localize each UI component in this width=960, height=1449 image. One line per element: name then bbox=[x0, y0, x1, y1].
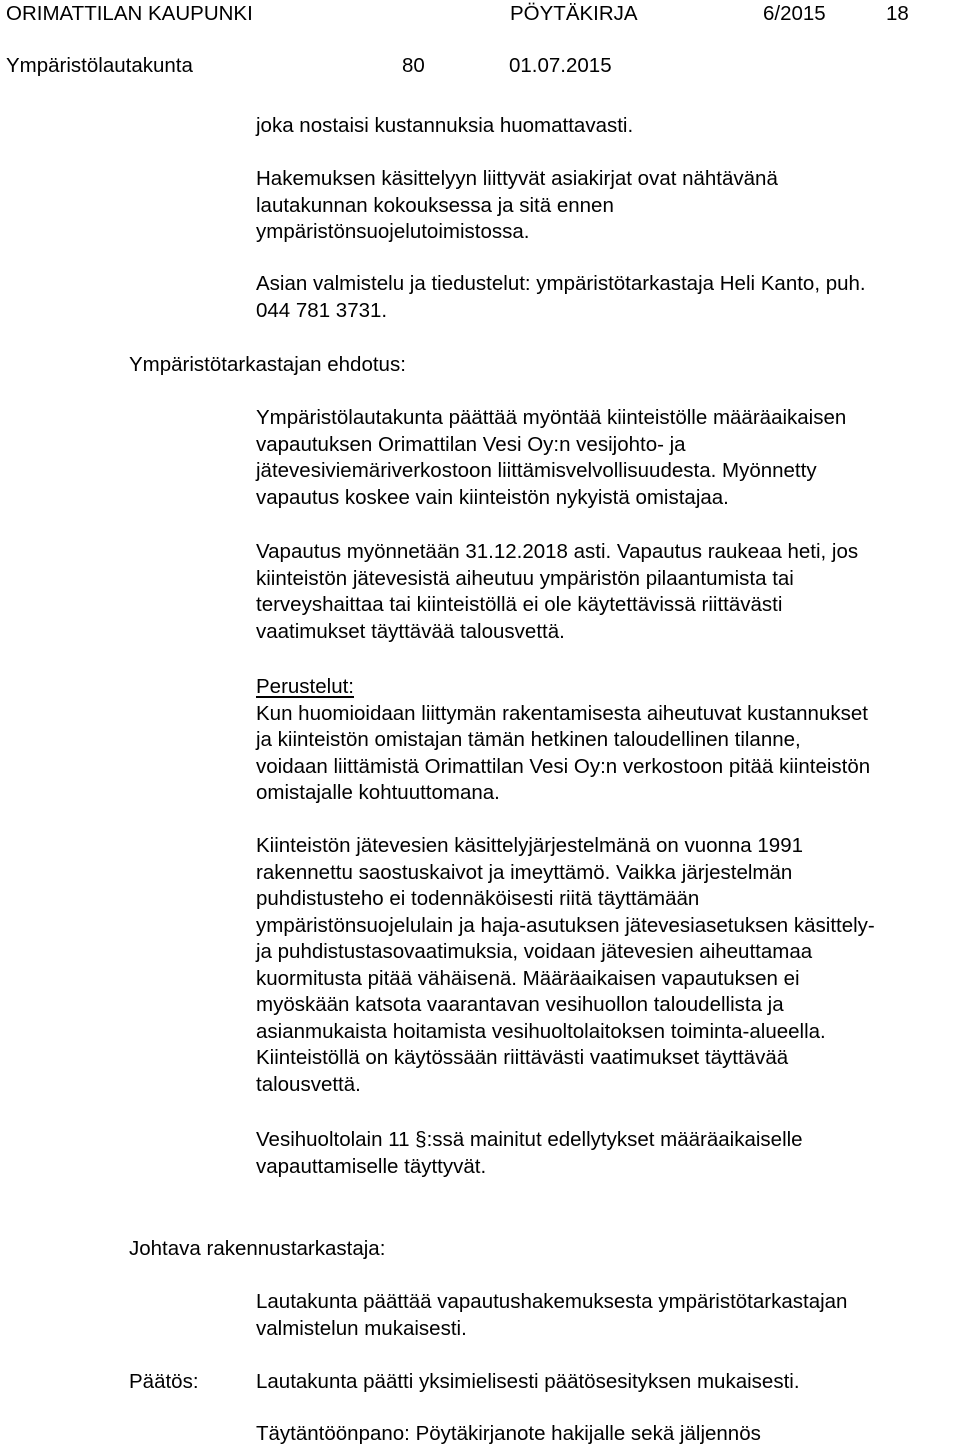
intro-paragraph-3 bbox=[256, 271, 866, 324]
paragraph-line: Lautakunta päättää vapautushakemuksesta ympäristötarkastajan bbox=[256, 1290, 848, 1313]
paragraph-line: ja kiinteistön omistajan tämän hetkinen taloudellinen tilanne, bbox=[256, 728, 801, 751]
paragraph-line: Lautakunta päätti yksimielisesti päätösesityksen mukaisesti. bbox=[256, 1370, 800, 1393]
header-section-number: 80 bbox=[402, 54, 425, 77]
paragraph-line: Asian valmistelu ja tiedustelut: ympäristötarkastaja Heli Kanto, puh. bbox=[256, 272, 866, 295]
paragraph-line: valmistelun mukaisesti. bbox=[256, 1316, 467, 1340]
proposal-paragraph-4 bbox=[256, 833, 875, 1098]
paragraph-line: vapautuksen Orimattilan Vesi Oy:n vesijohto- ja bbox=[256, 432, 686, 456]
paragraph-line: joka nostaisi kustannuksia huomattavasti. bbox=[256, 114, 634, 137]
paragraph-line: Kiinteistöllä on käytössään riittävästi vaatimukset täyttävää bbox=[256, 1046, 789, 1069]
paragraph-line: Kiinteistön jätevesien käsittelyjärjestelmänä on vuonna 1991 bbox=[256, 834, 804, 857]
director-label: Johtava rakennustarkastaja: bbox=[129, 1237, 386, 1260]
paragraph-line: lautakunnan kokouksessa ja sitä ennen bbox=[256, 193, 614, 217]
proposal-paragraph-5 bbox=[256, 1127, 803, 1180]
decision-label: Päätös: bbox=[129, 1370, 199, 1393]
paragraph-line: kuormitusta pitää vähäisenä. Määräaikaisen vapautuksen ei bbox=[256, 966, 800, 990]
paragraph-line: ympäristönsuojelulain ja haja-asutuksen jätevesiasetuksen käsittely- bbox=[256, 913, 875, 937]
header-doc-number: 6/2015 bbox=[763, 2, 826, 25]
paragraph-line: Vapautus myönnetään 31.12.2018 asti. Vapautus raukeaa heti, jos bbox=[256, 540, 859, 563]
paragraph-line: ympäristönsuojelutoimistossa. bbox=[256, 220, 530, 243]
paragraph-line: kiinteistön jätevesistä aiheutuu ympäristön pilaantumista tai bbox=[256, 566, 794, 590]
header-page-number: 18 bbox=[886, 2, 909, 25]
header-doc-type: PÖYTÄKIRJA bbox=[510, 2, 638, 25]
paragraph-line: Vesihuoltolain 11 §:ssä mainitut edellytykset määräaikaiselle bbox=[256, 1128, 803, 1151]
paragraph-line: Hakemuksen käsittelyyn liittyvät asiakirjat ovat nähtävänä bbox=[256, 167, 778, 190]
reasons-heading: Perustelut: bbox=[256, 675, 354, 698]
execution-paragraph bbox=[256, 1421, 761, 1448]
paragraph-line: vaatimukset täyttävää talousvettä. bbox=[256, 619, 565, 643]
proposal-paragraph-1 bbox=[256, 405, 846, 511]
intro-paragraph-2 bbox=[256, 166, 778, 246]
director-paragraph bbox=[256, 1289, 847, 1342]
paragraph-line: jätevesiviemäriverkostoon liittämisvelvollisuudesta. Myönnetty bbox=[256, 459, 817, 482]
paragraph-line: vapauttamiselle täyttyvät. bbox=[256, 1154, 487, 1178]
paragraph-line: rakennettu saostuskaivot ja imeyttämö. Vaikka järjestelmän bbox=[256, 860, 793, 884]
header-committee: Ympäristölautakunta bbox=[6, 54, 193, 77]
paragraph-line: Kun huomioidaan liittymän rakentamisesta aiheutuvat kustannukset bbox=[256, 701, 868, 725]
paragraph-line: ja puhdistustasovaatimuksia, voidaan jätevesien aiheuttamaa bbox=[256, 940, 813, 963]
paragraph-line: voidaan liittämistä Orimattilan Vesi Oy:n verkostoon pitää kiinteistön bbox=[256, 754, 871, 778]
paragraph-line: terveyshaittaa tai kiinteistöllä ei ole käytettävissä riittävästi bbox=[256, 593, 783, 616]
paragraph-line: 044 781 3731. bbox=[256, 298, 388, 322]
header-date: 01.07.2015 bbox=[509, 54, 612, 77]
paragraph-line: vapautus koskee vain kiinteistön nykyistä omistajaa. bbox=[256, 485, 729, 509]
proposal-paragraph-2 bbox=[256, 539, 858, 645]
paragraph-line: omistajalle kohtuuttomana. bbox=[256, 781, 500, 804]
paragraph-line: Ympäristölautakunta päättää myöntää kiinteistölle määräaikaisen bbox=[256, 406, 847, 429]
header-org: ORIMATTILAN KAUPUNKI bbox=[6, 2, 253, 25]
proposal-label: Ympäristötarkastajan ehdotus: bbox=[129, 353, 406, 376]
paragraph-line: puhdistusteho ei todennäköisesti riitä täyttämään bbox=[256, 887, 700, 910]
paragraph-line: Täytäntöönpano: Pöytäkirjanote hakijalle sekä jäljennös bbox=[256, 1422, 761, 1445]
paragraph-line: myöskään katsota vaarantavan vesihuollon taloudellista ja bbox=[256, 993, 784, 1016]
intro-line-1 bbox=[256, 113, 633, 140]
proposal-paragraph-3 bbox=[256, 674, 870, 807]
paragraph-line: talousvettä. bbox=[256, 1072, 361, 1096]
paragraph-line: asianmukaista hoitamista vesihuoltolaitoksen toiminta-alueella. bbox=[256, 1019, 826, 1043]
decision-paragraph bbox=[256, 1369, 800, 1396]
